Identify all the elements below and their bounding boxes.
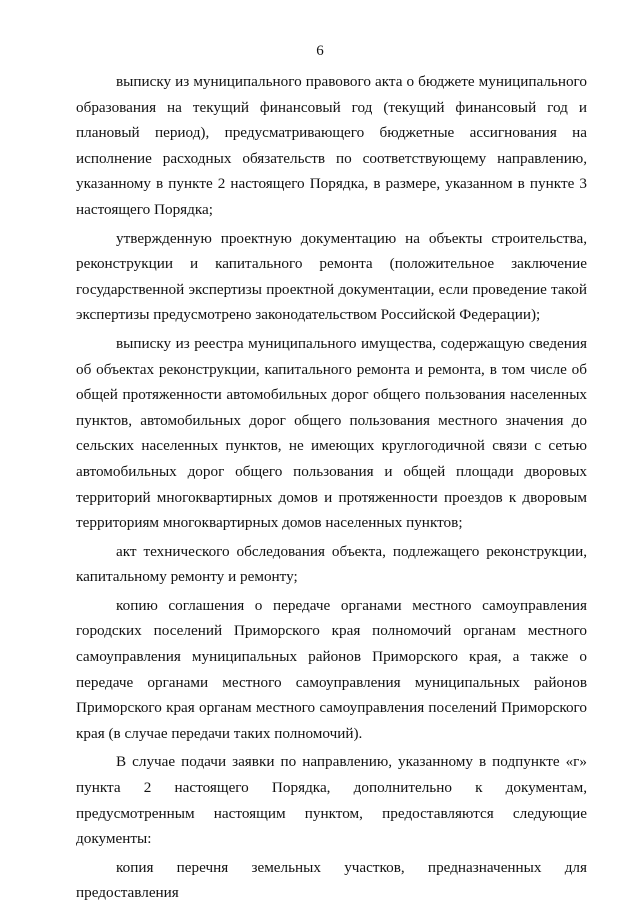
paragraph-technical-inspection-act: акт технического обследования объекта, подлежащего реконструкции, капитальному ремонту и ремонту; [76, 542, 587, 586]
paragraph-project-documentation: утвержденную проектную документацию на объекты строительства, реконструкции и капитального ремонта (положительное заключение государственной экспертизы проектной документации, если проведение такой экспертизы предусмотрено законодательством Российской Федерации); [76, 229, 587, 324]
paragraph-property-register-extract: выписку из реестра муниципального имущества, содержащую сведения об объектах реконструкции, капитального ремонта и ремонта, в том числе об общей протяженности автомобильных дорог общего пользования населенных пунктов, автомобильных дорог общего пользования местного значения до сельских населенных пунктов, не имеющих круглогодичной связи с сетью автомобильных дорог общего пользования и общей площади дворовых территорий многоквартирных домов и протяженности проездов к дворовым территориям многоквартирных домов населенных пунктов; [76, 334, 587, 532]
paragraph-municipal-budget-extract: выписку из муниципального правового акта о бюджете муниципального образования на текущий финансовый год (текущий финансовый год и плановый период), предусматривающего бюджетные ассигнования на исполнение расходных обязательств по соответствующему направлению, указанному в пункте 2 настоящего Порядка, в размере, указанном в пункте 3 настоящего Порядка; [76, 73, 587, 218]
page-number: 6 [316, 43, 324, 59]
paragraph-powers-agreement-copy: копию соглашения о передаче органами местного самоуправления городских поселений Приморского края полномочий органам местного самоуправления муниципальных районов Приморского края, а также о передаче органами местного самоуправления муниципальных районов Приморского края органам местного самоуправления поселений Приморского края (в случае передачи таких полномочий). [76, 596, 587, 742]
document-body [76, 69, 587, 906]
paragraph-additional-documents: В случае подачи заявки по направлению, указанному в подпункте «г» пункта 2 настоящего Порядка, дополнительно к документам, предусмотренным настоящим пунктом, предоставляются следующие документы: [76, 753, 587, 848]
paragraph-land-plots-list: копия перечня земельных участков, предназначенных для предоставления [76, 858, 587, 902]
